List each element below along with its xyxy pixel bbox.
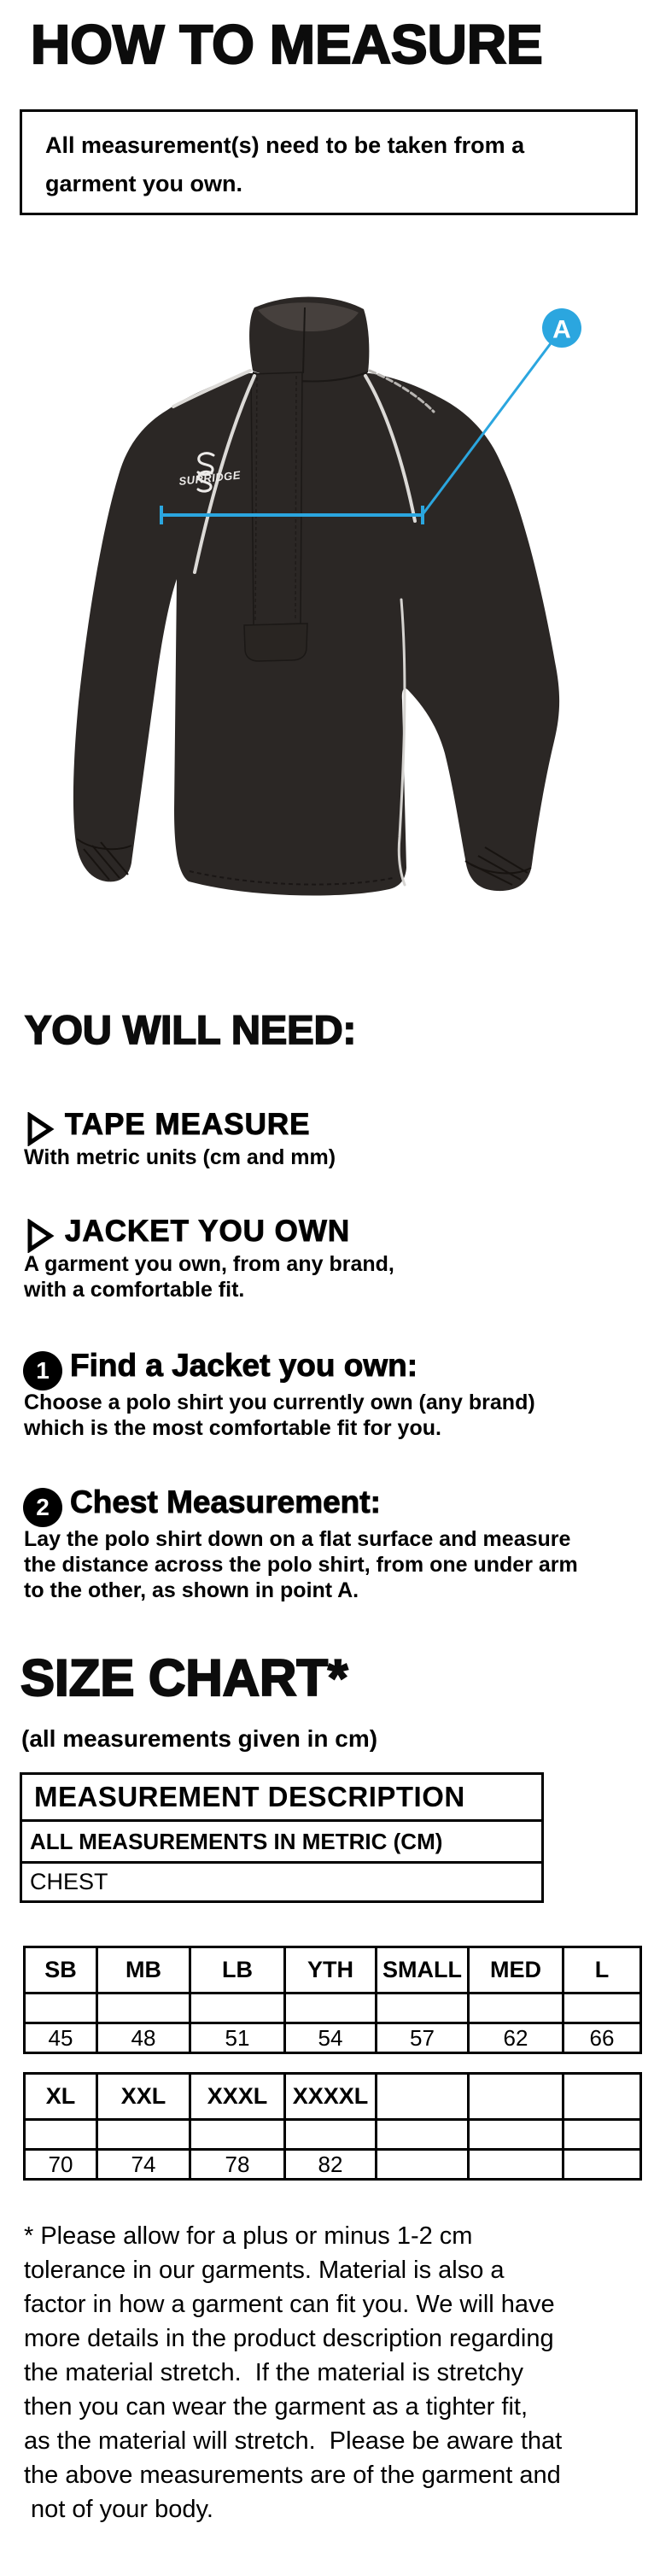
footnote-line: not of your body. (24, 2496, 213, 2523)
notice-line: garment you own. (45, 171, 243, 196)
brand-logo-text: SURRIDGE (178, 468, 242, 488)
size-header-cell: L (563, 1947, 641, 1993)
size-header-cell (563, 2074, 641, 2120)
notice-line: All measurement(s) need to be taken from a (45, 132, 525, 158)
item-desc-line: A garment you own, from any brand, (24, 1252, 394, 1276)
empty-cell (563, 2120, 641, 2150)
step-number-badge (23, 1488, 62, 1527)
item-title-jacket-you-own: JACKET YOU OWN (65, 1215, 351, 1248)
footnote-line: the above measurements are of the garment and (24, 2462, 561, 2489)
size-value-cell: 74 (97, 2150, 190, 2180)
empty-cell (97, 2120, 190, 2150)
size-value-cell: 62 (469, 2023, 563, 2053)
size-header-cell: SB (25, 1947, 97, 1993)
size-value-cell: 45 (25, 2023, 97, 2053)
size-header-cell: LB (190, 1947, 285, 1993)
step-desc-line: which is the most comfortable fit for you. (24, 1416, 441, 1440)
footnote-line: then you can wear the garment as a tighter fit, (24, 2393, 528, 2421)
marker-label: A (552, 315, 571, 344)
size-table-secondary (23, 2072, 642, 2181)
footnote-line: as the material will stretch. Please be aware that (24, 2427, 563, 2455)
step-number: 1 (36, 1357, 50, 1384)
size-table-primary (23, 1946, 642, 2054)
empty-cell (469, 1993, 563, 2023)
size-header-cell: XXL (97, 2074, 190, 2120)
size-table-values-row (25, 2023, 641, 2053)
footnote-line: tolerance in our garments. Material is also a (24, 2257, 505, 2284)
size-header-cell: XXXXL (285, 2074, 377, 2120)
size-value-cell: 51 (190, 2023, 285, 2053)
size-table-values-row (25, 2150, 641, 2180)
measurement-description-table (20, 1772, 544, 1903)
empty-cell (25, 1993, 97, 2023)
footnote-line: factor in how a garment can fit you. We will have (24, 2291, 555, 2318)
item-desc-line: With metric units (cm and mm) (24, 1145, 336, 1169)
size-header-cell: SMALL (377, 1947, 469, 1993)
tolerance-footnote (24, 2219, 562, 2526)
size-table-header-row (25, 2074, 641, 2120)
size-value-cell (469, 2150, 563, 2180)
footnote-line: * Please allow for a plus or minus 1-2 cm (24, 2222, 473, 2250)
step-desc-chest-measurement (24, 1526, 578, 1603)
description-table-measure: CHEST (30, 1869, 108, 1894)
empty-cell (377, 2120, 469, 2150)
size-value-cell: 66 (563, 2023, 641, 2053)
jacket-body (73, 373, 559, 895)
step-desc-line: Choose a polo shirt you currently own (any brand) (24, 1390, 535, 1414)
step-number: 2 (36, 1494, 50, 1520)
step-desc-line: Lay the polo shirt down on a flat surface and measure (24, 1527, 571, 1551)
empty-cell (190, 1993, 285, 2023)
size-table-empty-row (25, 2120, 641, 2150)
page-title: HOW TO MEASURE (31, 14, 543, 75)
triangle-bullet-icon (26, 1219, 55, 1253)
item-title-tape-measure: TAPE MEASURE (65, 1108, 311, 1141)
empty-cell (285, 1993, 377, 2023)
item-desc-tape-measure (24, 1145, 336, 1170)
empty-cell (285, 2120, 377, 2150)
size-header-cell: MB (97, 1947, 190, 1993)
empty-cell (97, 1993, 190, 2023)
empty-cell (469, 2120, 563, 2150)
size-chart-subheading: (all measurements given in cm) (21, 1725, 378, 1752)
size-value-cell: 54 (285, 2023, 377, 2053)
size-table-header-row (25, 1947, 641, 1993)
size-value-cell (377, 2150, 469, 2180)
step-desc-line: to the other, as shown in point A. (24, 1578, 359, 1602)
size-value-cell: 70 (25, 2150, 97, 2180)
empty-cell (190, 2120, 285, 2150)
empty-cell (25, 2120, 97, 2150)
you-will-need-heading: YOU WILL NEED: (25, 1007, 357, 1052)
size-table-empty-row (25, 1993, 641, 2023)
empty-cell (377, 1993, 469, 2023)
size-value-cell: 57 (377, 2023, 469, 2053)
size-header-cell (377, 2074, 469, 2120)
size-value-cell (563, 2150, 641, 2180)
item-desc-jacket-you-own (24, 1251, 394, 1303)
size-header-cell: YTH (285, 1947, 377, 1993)
notice-box (20, 109, 638, 215)
jacket-figure (0, 282, 654, 941)
description-table-title: MEASUREMENT DESCRIPTION (22, 1775, 541, 1822)
footnote-line: the material stretch. If the material is stretchy (24, 2359, 524, 2386)
size-value-cell: 48 (97, 2023, 190, 2053)
description-table-units: ALL MEASUREMENTS IN METRIC (CM) (22, 1822, 541, 1864)
size-header-cell: XXXL (190, 2074, 285, 2120)
triangle-bullet-icon (26, 1112, 55, 1146)
size-value-cell: 78 (190, 2150, 285, 2180)
size-header-cell: MED (469, 1947, 563, 1993)
item-desc-line: with a comfortable fit. (24, 1278, 245, 1302)
size-chart-heading: SIZE CHART* (20, 1649, 348, 1707)
empty-cell (563, 1993, 641, 2023)
step-desc-line: the distance across the polo shirt, from one under arm (24, 1553, 578, 1577)
footnote-line: more details in the product description regarding (24, 2325, 554, 2352)
size-header-cell: XL (25, 2074, 97, 2120)
step-title-find-jacket: Find a Jacket you own: (70, 1348, 418, 1383)
step-title-chest-measurement: Chest Measurement: (70, 1484, 381, 1519)
size-header-cell (469, 2074, 563, 2120)
size-value-cell: 82 (285, 2150, 377, 2180)
step-number-badge (23, 1351, 62, 1390)
jacket-collar (249, 296, 369, 379)
step-desc-find-jacket (24, 1390, 535, 1441)
